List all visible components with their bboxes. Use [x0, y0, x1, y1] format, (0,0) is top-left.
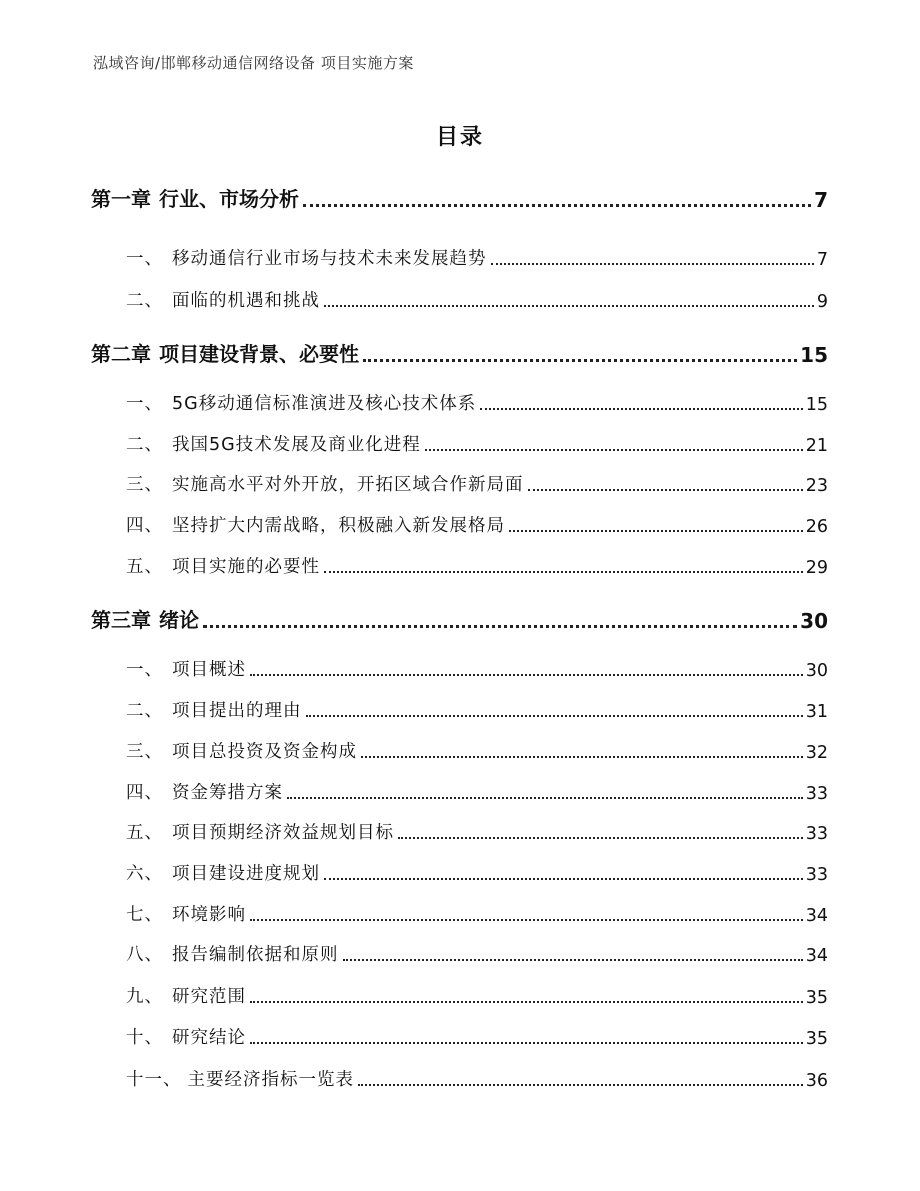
- toc-entry-title: 资金筹措方案: [172, 783, 283, 803]
- dot-leader: [303, 204, 811, 207]
- toc-entry-number: 十一、: [126, 1070, 182, 1090]
- toc-entry-title: 我国5G技术发展及商业化进程: [172, 435, 421, 455]
- toc-page-number: 30: [800, 609, 828, 633]
- toc-section-entry[interactable]: [126, 287, 828, 312]
- toc-entry-number: 第二章: [91, 342, 151, 366]
- toc-entry-number: 三、: [126, 742, 163, 762]
- toc-section-entry[interactable]: [126, 431, 828, 456]
- toc-section-entry[interactable]: [126, 390, 828, 415]
- dot-leader: [425, 449, 803, 451]
- toc-entry-title: 5G移动通信标准演进及核心技术体系: [172, 394, 477, 414]
- toc-section-entry[interactable]: [126, 512, 828, 537]
- toc-section-entry[interactable]: [126, 738, 828, 763]
- dot-leader: [358, 1084, 803, 1086]
- toc-entry-title: 坚持扩大内需战略，积极融入新发展格局: [172, 516, 505, 536]
- toc-section-entry[interactable]: [126, 860, 828, 885]
- toc-page-number: 34: [805, 946, 828, 966]
- toc-entry-title: 项目提出的理由: [172, 701, 302, 721]
- dot-leader: [250, 1001, 803, 1003]
- toc-entry-number: 五、: [126, 557, 163, 577]
- toc-entry-title: 实施高水平对外开放，开拓区域合作新局面: [172, 475, 524, 495]
- toc-section-entry[interactable]: [126, 553, 828, 578]
- dot-leader: [343, 959, 803, 961]
- toc-page-number: 35: [805, 1029, 828, 1049]
- toc-page-number: 35: [805, 988, 828, 1008]
- toc-section-entry[interactable]: [126, 901, 828, 926]
- toc-section-entry[interactable]: [126, 245, 828, 270]
- toc-entry-title: 研究范围: [172, 987, 246, 1007]
- dot-leader: [250, 674, 803, 676]
- toc-entry-title: 项目总投资及资金构成: [172, 742, 357, 762]
- dot-leader: [509, 530, 803, 532]
- toc-page-number: 33: [805, 865, 828, 885]
- dot-leader: [324, 571, 803, 573]
- toc-page-number: 30: [805, 661, 828, 681]
- toc-page-number: 33: [805, 784, 828, 804]
- toc-page-number: 21: [805, 436, 828, 456]
- toc-page-number: 7: [816, 250, 828, 270]
- toc-entry-number: 四、: [126, 516, 163, 536]
- toc-entry-number: 第一章: [91, 187, 151, 211]
- dot-leader: [480, 408, 803, 410]
- dot-leader: [398, 837, 803, 839]
- dot-leader: [491, 263, 814, 265]
- toc-entry-number: 七、: [126, 905, 163, 925]
- toc-entry-number: 一、: [126, 394, 163, 414]
- toc-entry-number: 九、: [126, 987, 163, 1007]
- toc-entry-title: 主要经济指标一览表: [187, 1070, 354, 1090]
- toc-entry-number: 三、: [126, 475, 163, 495]
- toc-page-number: 26: [805, 517, 828, 537]
- dot-leader: [250, 1042, 803, 1044]
- dot-leader: [306, 715, 803, 717]
- toc-page-number: 32: [805, 743, 828, 763]
- toc-entry-number: 六、: [126, 864, 163, 884]
- toc-page-number: 31: [805, 702, 828, 722]
- toc-page-number: 15: [800, 343, 828, 367]
- toc-entry-title: 项目概述: [172, 660, 246, 680]
- toc-section-entry[interactable]: [126, 819, 828, 844]
- toc-page-number: 29: [805, 558, 828, 578]
- toc-entry-title: 研究结论: [172, 1028, 246, 1048]
- dot-leader: [324, 878, 803, 880]
- toc-entry-title: 项目预期经济效益规划目标: [172, 823, 394, 843]
- toc-entry-number: 二、: [126, 701, 163, 721]
- toc-entry-number: 十、: [126, 1028, 163, 1048]
- toc-entry-number: 五、: [126, 823, 163, 843]
- toc-title: 目录: [435, 125, 484, 150]
- toc-section-entry[interactable]: [126, 1024, 828, 1049]
- toc-page-number: 23: [805, 476, 828, 496]
- toc-section-entry[interactable]: [126, 941, 828, 966]
- toc-entry-title: 环境影响: [172, 905, 246, 925]
- toc-entry-title: 项目建设背景、必要性: [159, 342, 359, 366]
- dot-leader: [363, 359, 797, 362]
- toc-section-entry[interactable]: [126, 697, 828, 722]
- toc-entry-number: 一、: [126, 249, 163, 269]
- toc-entry-number: 四、: [126, 783, 163, 803]
- toc-entry-number: 八、: [126, 945, 163, 965]
- toc-entry-number: 一、: [126, 660, 163, 680]
- toc-entry-title: 项目实施的必要性: [172, 557, 320, 577]
- toc-chapter-entry[interactable]: [91, 338, 828, 367]
- toc-page-number: 15: [805, 395, 828, 415]
- toc-page-number: 34: [805, 906, 828, 926]
- toc-page-number: 9: [816, 292, 828, 312]
- toc-chapter-entry[interactable]: [91, 604, 828, 633]
- dot-leader: [324, 305, 814, 307]
- dot-leader: [250, 919, 803, 921]
- toc-entry-title: 行业、市场分析: [159, 187, 299, 211]
- toc-entry-number: 二、: [126, 291, 163, 311]
- dot-leader: [287, 797, 803, 799]
- toc-page-number: 33: [805, 824, 828, 844]
- toc-entry-title: 移动通信行业市场与技术未来发展趋势: [172, 249, 487, 269]
- toc-chapter-entry[interactable]: [91, 183, 828, 212]
- toc-entry-title: 绪论: [159, 608, 199, 632]
- dot-leader: [361, 756, 803, 758]
- dot-leader: [203, 625, 797, 628]
- toc-entry-title: 项目建设进度规划: [172, 864, 320, 884]
- toc-section-entry[interactable]: [126, 1066, 828, 1091]
- toc-page-number: 36: [805, 1071, 828, 1091]
- toc-section-entry[interactable]: [126, 779, 828, 804]
- toc-section-entry[interactable]: [126, 656, 828, 681]
- toc-entry-number: 二、: [126, 435, 163, 455]
- dot-leader: [528, 489, 803, 491]
- toc-section-entry[interactable]: [126, 471, 828, 496]
- toc-entry-title: 面临的机遇和挑战: [172, 291, 320, 311]
- running-header: 泓域咨询/邯郸移动通信网络设备 项目实施方案: [93, 54, 414, 72]
- toc-page-number: 7: [814, 188, 828, 212]
- toc-entry-number: 第三章: [91, 608, 151, 632]
- toc-section-entry[interactable]: [126, 983, 828, 1008]
- toc-entry-title: 报告编制依据和原则: [172, 945, 339, 965]
